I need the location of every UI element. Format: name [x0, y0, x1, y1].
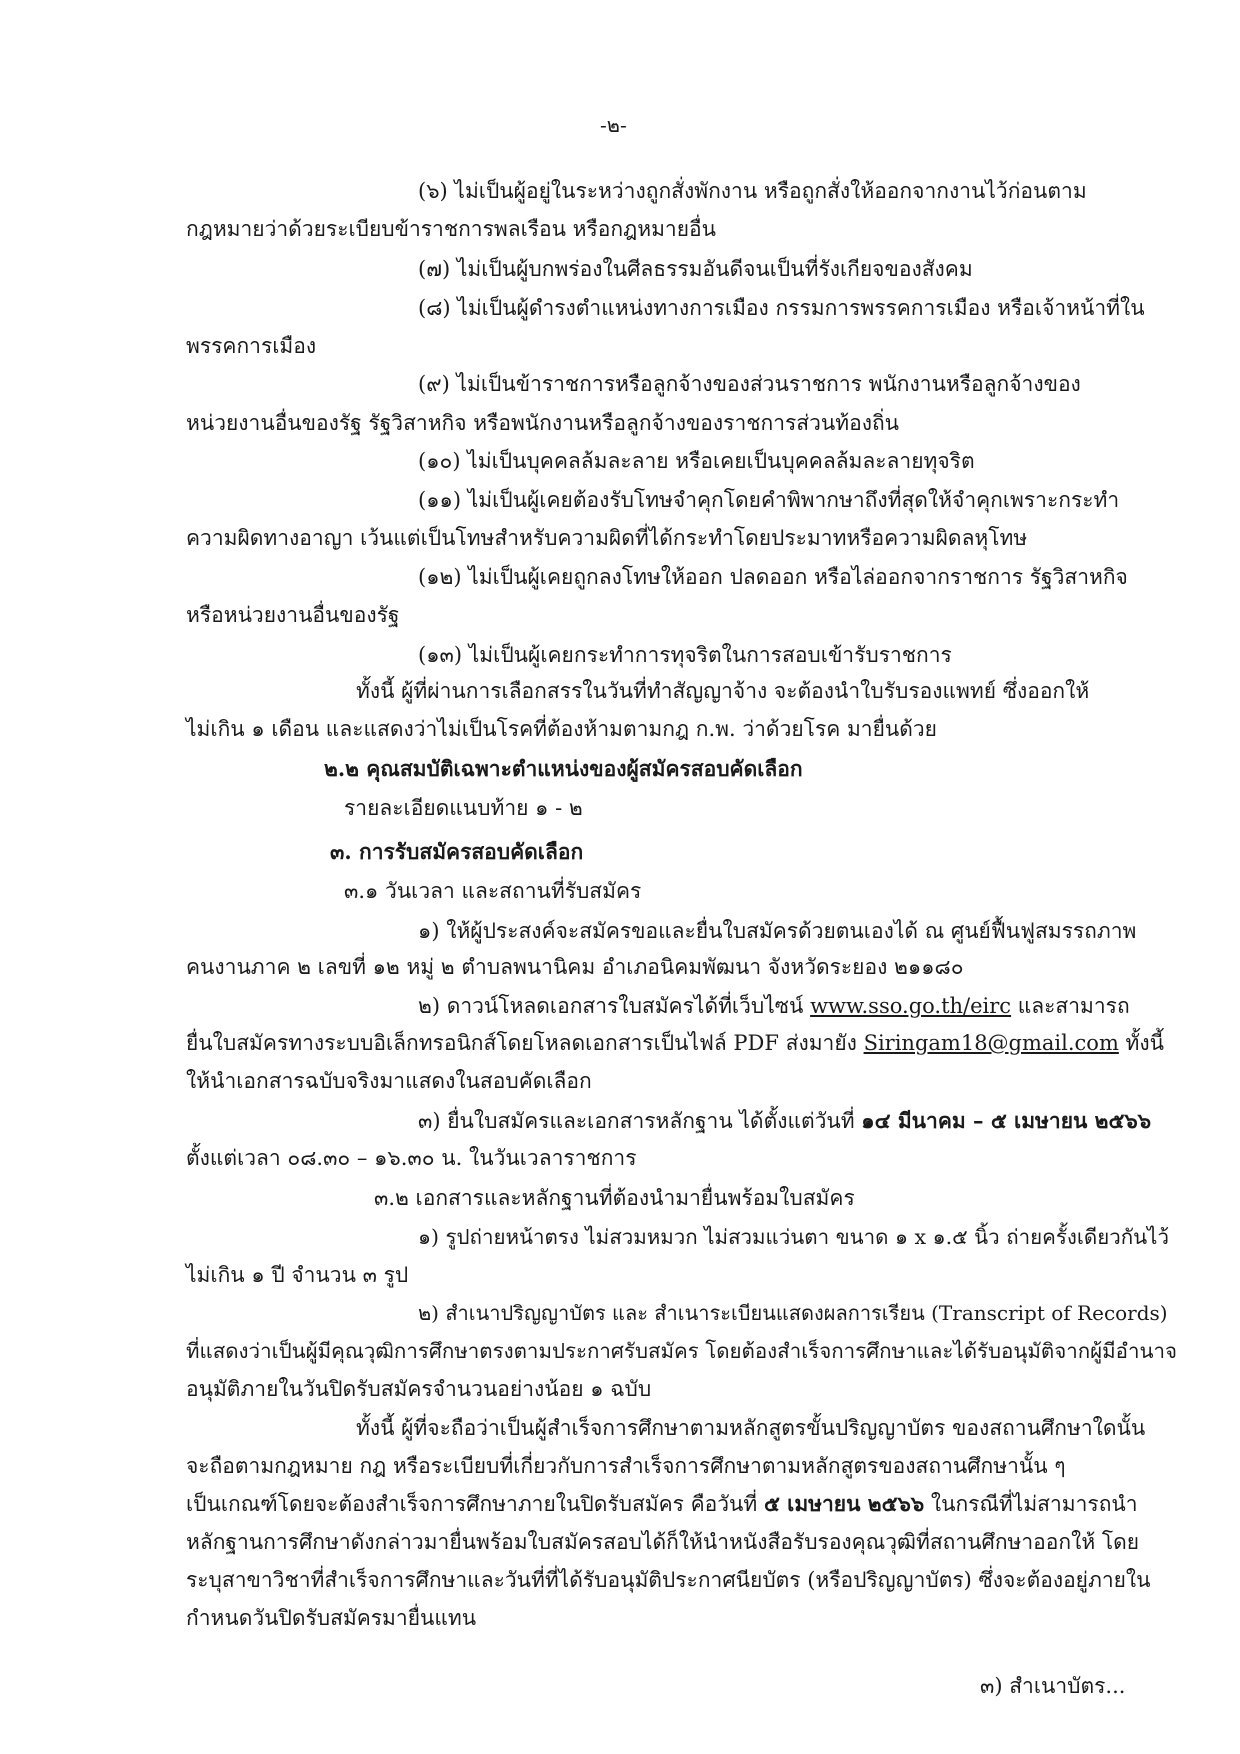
text-line: ไม่เกิน ๑ เดือน และแสดงว่าไม่เป็นโรคที่ต้องห้ามตามกฎ ก.พ. ว่าด้วยโรค มายื่นด้วย	[186, 717, 937, 741]
text-line: (๑๑) ไม่เป็นผู้เคยต้องรับโทษจำคุกโดยคำพิพากษาถึงที่สุดให้จำคุกเพราะกระทำ	[418, 488, 1120, 512]
email-link[interactable]: Siringam18@gmail.com	[863, 1031, 1119, 1055]
text-line: (๗) ไม่เป็นผู้บกพร่องในศีลธรรมอันดีจนเป็นที่รังเกียจของสังคม	[418, 257, 973, 281]
text-line: อนุมัติภายในวันปิดรับสมัครจำนวนอย่างน้อย ๑ ฉบับ	[186, 1377, 652, 1401]
text-line: รายละเอียดแนบท้าย ๑ - ๒	[344, 796, 583, 820]
text-line: ตั้งแต่เวลา ๐๘.๓๐ – ๑๖.๓๐ น. ในวันเวลาราชการ	[186, 1146, 637, 1170]
text-line: หน่วยงานอื่นของรัฐ รัฐวิสาหกิจ หรือพนักงานหรือลูกจ้างของราชการส่วนท้องถิ่น	[186, 411, 900, 435]
text-line: ยื่นใบสมัครทางระบบอิเล็กทรอนิกส์โดยโหลดเอกสารเป็นไฟล์ PDF ส่งมายัง Siringam18@gmail.com ทั้งนี้	[186, 1031, 1164, 1055]
text-line: ๓) ยื่นใบสมัครและเอกสารหลักฐาน ได้ตั้งแต่วันที่ ๑๔ มีนาคม – ๕ เมษายน ๒๕๖๖	[418, 1108, 1152, 1133]
text-line: ทั้งนี้ ผู้ที่ผ่านการเลือกสรรในวันที่ทำสัญญาจ้าง จะต้องนำใบรับรองแพทย์ ซึ่งออกให้	[356, 679, 1090, 703]
website-link[interactable]: www.sso.go.th/eirc	[810, 994, 1012, 1018]
text-line: ให้นำเอกสารฉบับจริงมาแสดงในสอบคัดเลือก	[186, 1069, 592, 1093]
text-line: หลักฐานการศึกษาดังกล่าวมายื่นพร้อมใบสมัครสอบได้ก็ให้นำหนังสือรับรองคุณวุฒิที่สถานศึกษาออกให้ โดย	[186, 1530, 1140, 1554]
text-line: (๑๒) ไม่เป็นผู้เคยถูกลงโทษให้ออก ปลดออก หรือไล่ออกจากราชการ รัฐวิสาหกิจ	[418, 565, 1128, 589]
text-line: ๒) ดาวน์โหลดเอกสารใบสมัครได้ที่เว็บไซน์ www.sso.go.th/eirc และสามารถ	[418, 994, 1130, 1018]
application-period: ๑๔ มีนาคม – ๕ เมษายน ๒๕๖๖	[861, 1108, 1152, 1133]
text-line: ๒) สำเนาปริญญาบัตร และ สำเนาระเบียนแสดงผลการเรียน (Transcript of Records)	[418, 1301, 1168, 1325]
text-line: ไม่เกิน ๑ ปี จำนวน ๓ รูป	[186, 1263, 409, 1287]
text-line: ทั้งนี้ ผู้ที่จะถือว่าเป็นผู้สำเร็จการศึกษาตามหลักสูตรขั้นปริญญาบัตร ของสถานศึกษาใดนั้น	[356, 1416, 1146, 1440]
text-line: พรรคการเมือง	[186, 334, 317, 358]
section-heading: ๓. การรับสมัครสอบคัดเลือก	[330, 839, 584, 864]
text-line: (๙) ไม่เป็นข้าราชการหรือลูกจ้างของส่วนราชการ พนักงานหรือลูกจ้างของ	[418, 372, 1081, 396]
text-line: เป็นเกณฑ์โดยจะต้องสำเร็จการศึกษาภายในปิดรับสมัคร คือวันที่ ๕ เมษายน ๒๕๖๖ ในกรณีที่ไม่สามารถนำ	[186, 1491, 1138, 1516]
text-line: ๓.๒ เอกสารและหลักฐานที่ต้องนำมายื่นพร้อมใบสมัคร	[374, 1186, 855, 1210]
page-number: -๒-	[600, 113, 627, 137]
text-line: ความผิดทางอาญา เว้นแต่เป็นโทษสำหรับความผิดที่ได้กระทำโดยประมาทหรือความผิดลหุโทษ	[186, 526, 1028, 550]
text-line: กำหนดวันปิดรับสมัครมายื่นแทน	[186, 1606, 477, 1630]
text-line: จะถือตามกฎหมาย กฎ หรือระเบียบที่เกี่ยวกับการสำเร็จการศึกษาตามหลักสูตรของสถานศึกษานั้น ๆ	[186, 1454, 1066, 1478]
text-line: กฎหมายว่าด้วยระเบียบข้าราชการพลเรือน หรือกฎหมายอื่น	[186, 217, 716, 241]
text-line: ๑) รูปถ่ายหน้าตรง ไม่สวมหมวก ไม่สวมแว่นตา ขนาด ๑ x ๑.๕ นิ้ว ถ่ายครั้งเดียวกันไว้	[418, 1225, 1169, 1249]
section-heading: ๒.๒ คุณสมบัติเฉพาะตำแหน่งของผู้สมัครสอบคัดเลือก	[324, 756, 803, 781]
text-line: (๑๐) ไม่เป็นบุคคลล้มละลาย หรือเคยเป็นบุคคลล้มละลายทุจริต	[418, 449, 975, 473]
text-line: หรือหน่วยงานอื่นของรัฐ	[186, 603, 400, 627]
text-line: ๓.๑ วันเวลา และสถานที่รับสมัคร	[344, 879, 642, 903]
text-line: (๖) ไม่เป็นผู้อยู่ในระหว่างถูกสั่งพักงาน หรือถูกสั่งให้ออกจากงานไว้ก่อนตาม	[418, 179, 1087, 203]
continuation-footer: ๓) สำเนาบัตร...	[980, 1674, 1126, 1698]
text-line: ระบุสาขาวิชาที่สำเร็จการศึกษาและวันที่ที่ได้รับอนุมัติประกาศนียบัตร (หรือปริญญาบัตร) ซึ่งจะต้องอยู่ภายใน	[186, 1568, 1151, 1592]
text-line: ที่แสดงว่าเป็นผู้มีคุณวุฒิการศึกษาตรงตามประกาศรับสมัคร โดยต้องสำเร็จการศึกษาและได้รับอนุมัติจากผู้มีอำนาจ	[186, 1339, 1178, 1363]
text-line: คนงานภาค ๒ เลขที่ ๑๒ หมู่ ๒ ตำบลพนานิคม อำเภอนิคมพัฒนา จังหวัดระยอง ๒๑๑๘๐	[186, 955, 964, 979]
text-line: (๑๓) ไม่เป็นผู้เคยกระทำการทุจริตในการสอบเข้ารับราชการ	[418, 643, 952, 667]
text-line: (๘) ไม่เป็นผู้ดำรงตำแหน่งทางการเมือง กรรมการพรรคการเมือง หรือเจ้าหน้าที่ใน	[418, 296, 1145, 320]
text-line: ๑) ให้ผู้ประสงค์จะสมัครขอและยื่นใบสมัครด้วยตนเองได้ ณ ศูนย์ฟื้นฟูสมรรถภาพ	[418, 919, 1137, 943]
closing-date: ๕ เมษายน ๒๕๖๖	[763, 1491, 925, 1516]
